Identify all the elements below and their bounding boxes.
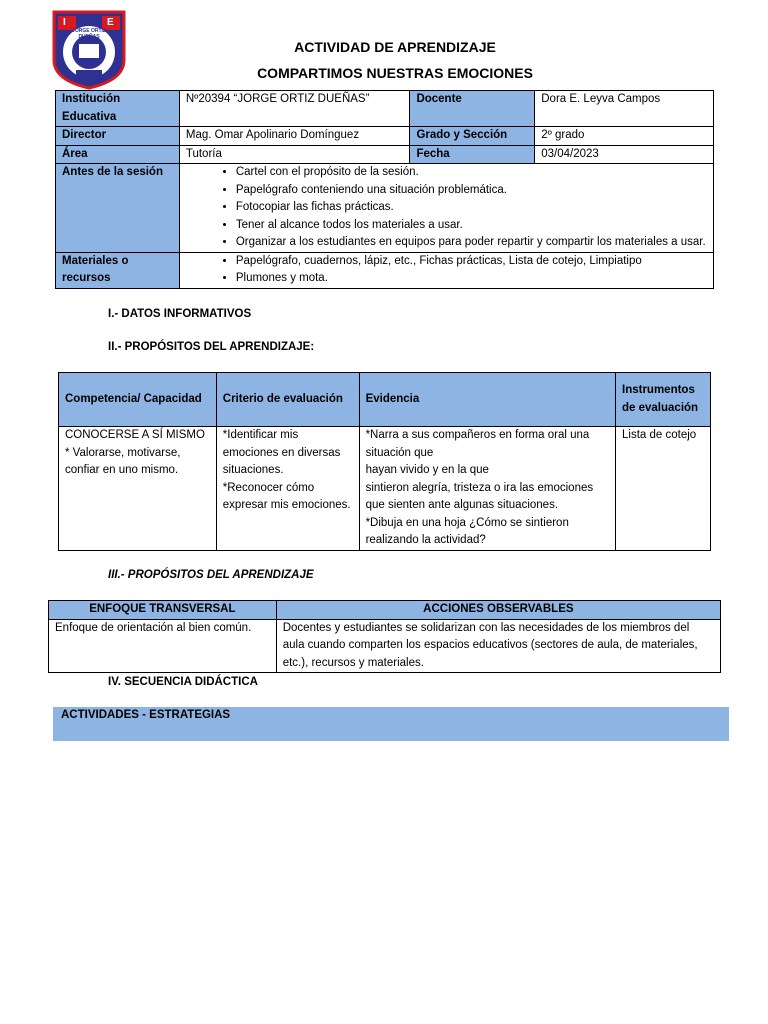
list-item: • Cartel con el propósito de la sesión. <box>236 164 707 182</box>
teacher-value: Dora E. Leyva Campos <box>535 91 714 127</box>
list-item: • Papelógrafo, cuadernos, lápiz, etc., Fichas prácticas, Lista de cotejo, Limpiatipo <box>236 253 707 271</box>
table-row <box>56 91 714 127</box>
approach-header: ENFOQUE TRANSVERSAL <box>49 601 277 620</box>
table-row <box>56 252 714 288</box>
page-title: ACTIVIDAD DE APRENDIZAJE <box>294 39 496 55</box>
activities-header-bar <box>53 707 729 741</box>
date-label: Fecha <box>410 145 535 164</box>
info-table <box>55 90 714 289</box>
logo-letter-e: E <box>107 17 114 28</box>
grade-label: Grado y Sección <box>410 127 535 146</box>
activities-header: ACTIVIDADES - ESTRATEGIAS <box>61 709 231 721</box>
competency-detail: * Valorarse, motivarse, confiar en uno mismo. <box>65 446 181 476</box>
page-subtitle: COMPARTIMOS NUESTRAS EMOCIONES <box>257 65 533 81</box>
evidence-line: *Narra a sus compañeros en forma oral una situación que <box>365 429 590 459</box>
approach-value: Enfoque de orientación al bien común. <box>49 619 277 673</box>
list-item: • Organizar a los estudiantes en equipos para poder repartir y compartir los materiales a usar. <box>236 234 707 252</box>
instruments-header: Instrumentos de evaluación <box>616 373 711 427</box>
date-value: 03/04/2023 <box>535 145 714 164</box>
evidence-cell <box>359 427 615 551</box>
actions-value: Docentes y estudiantes se solidarizan con las necesidades de los miembros del aula cuando comparten los espacios educativos (sectores de aula, de materiales, etc.), recursos y materiales. <box>276 619 720 673</box>
list-item: • Papelógrafo conteniendo una situación problemática. <box>236 182 707 200</box>
institution-value: Nº20394 “JORGE ORTIZ DUEÑAS” <box>179 91 410 127</box>
criteria-item: *Identificar mis emociones en diversas situaciones. <box>222 429 341 476</box>
table-row <box>49 601 721 620</box>
evidence-line: sintieron alegría, tristeza o ira las emociones que sienten ante algunas situaciones. <box>365 481 594 511</box>
area-value: Tutoría <box>179 145 410 164</box>
section-2-heading: II.- PROPÓSITOS DEL APRENDIZAJE: <box>108 341 315 353</box>
competency-title: CONOCERSE A SÍ MISMO <box>65 429 205 441</box>
evidence-line: hayan vivido y en la que <box>365 464 489 476</box>
evidence-header: Evidencia <box>359 373 615 427</box>
table-row <box>56 145 714 164</box>
table-row <box>56 127 714 146</box>
institution-label: Institución Educativa <box>56 91 180 127</box>
criteria-cell <box>216 427 359 551</box>
materials-label: Materiales o recursos <box>56 252 180 288</box>
list-item: • Fotocopiar las fichas prácticas. <box>236 199 707 217</box>
table-row <box>56 164 714 253</box>
instrument-cell: Lista de cotejo <box>616 427 711 551</box>
purposes-table <box>58 372 711 551</box>
list-item: • Plumones y mota. <box>236 270 707 288</box>
criteria-header: Criterio de evaluación <box>216 373 359 427</box>
evidence-line: *Dibuja en una hoja ¿Cómo se sintieron realizando la actividad? <box>365 516 569 546</box>
approach-table <box>48 600 721 673</box>
area-label: Área <box>56 145 180 164</box>
teacher-label: Docente <box>410 91 535 127</box>
section-4-heading: IV. SECUENCIA DIDÁCTICA <box>108 676 258 688</box>
competency-cell <box>59 427 217 551</box>
materials-list <box>179 252 713 288</box>
criteria-item: *Reconocer cómo expresar mis emociones. <box>222 481 351 511</box>
section-1-heading: I.- DATOS INFORMATIVOS <box>108 308 252 320</box>
table-row <box>59 373 711 427</box>
competency-header: Competencia/ Capacidad <box>59 373 217 427</box>
before-session-list <box>179 164 713 253</box>
grade-value: 2º grado <box>535 127 714 146</box>
table-row <box>59 427 711 551</box>
director-value: Mag. Omar Apolinario Domínguez <box>179 127 410 146</box>
logo-school-name: JORGE ORTIZ DUEÑAS <box>72 28 106 40</box>
actions-header: ACCIONES OBSERVABLES <box>276 601 720 620</box>
section-3-heading: III.- PROPÓSITOS DEL APRENDIZAJE <box>108 569 314 581</box>
logo-letter-i: I <box>63 17 66 28</box>
director-label: Director <box>56 127 180 146</box>
list-item: • Tener al alcance todos los materiales a usar. <box>236 217 707 235</box>
table-row <box>49 619 721 673</box>
before-session-label: Antes de la sesión <box>56 164 180 253</box>
